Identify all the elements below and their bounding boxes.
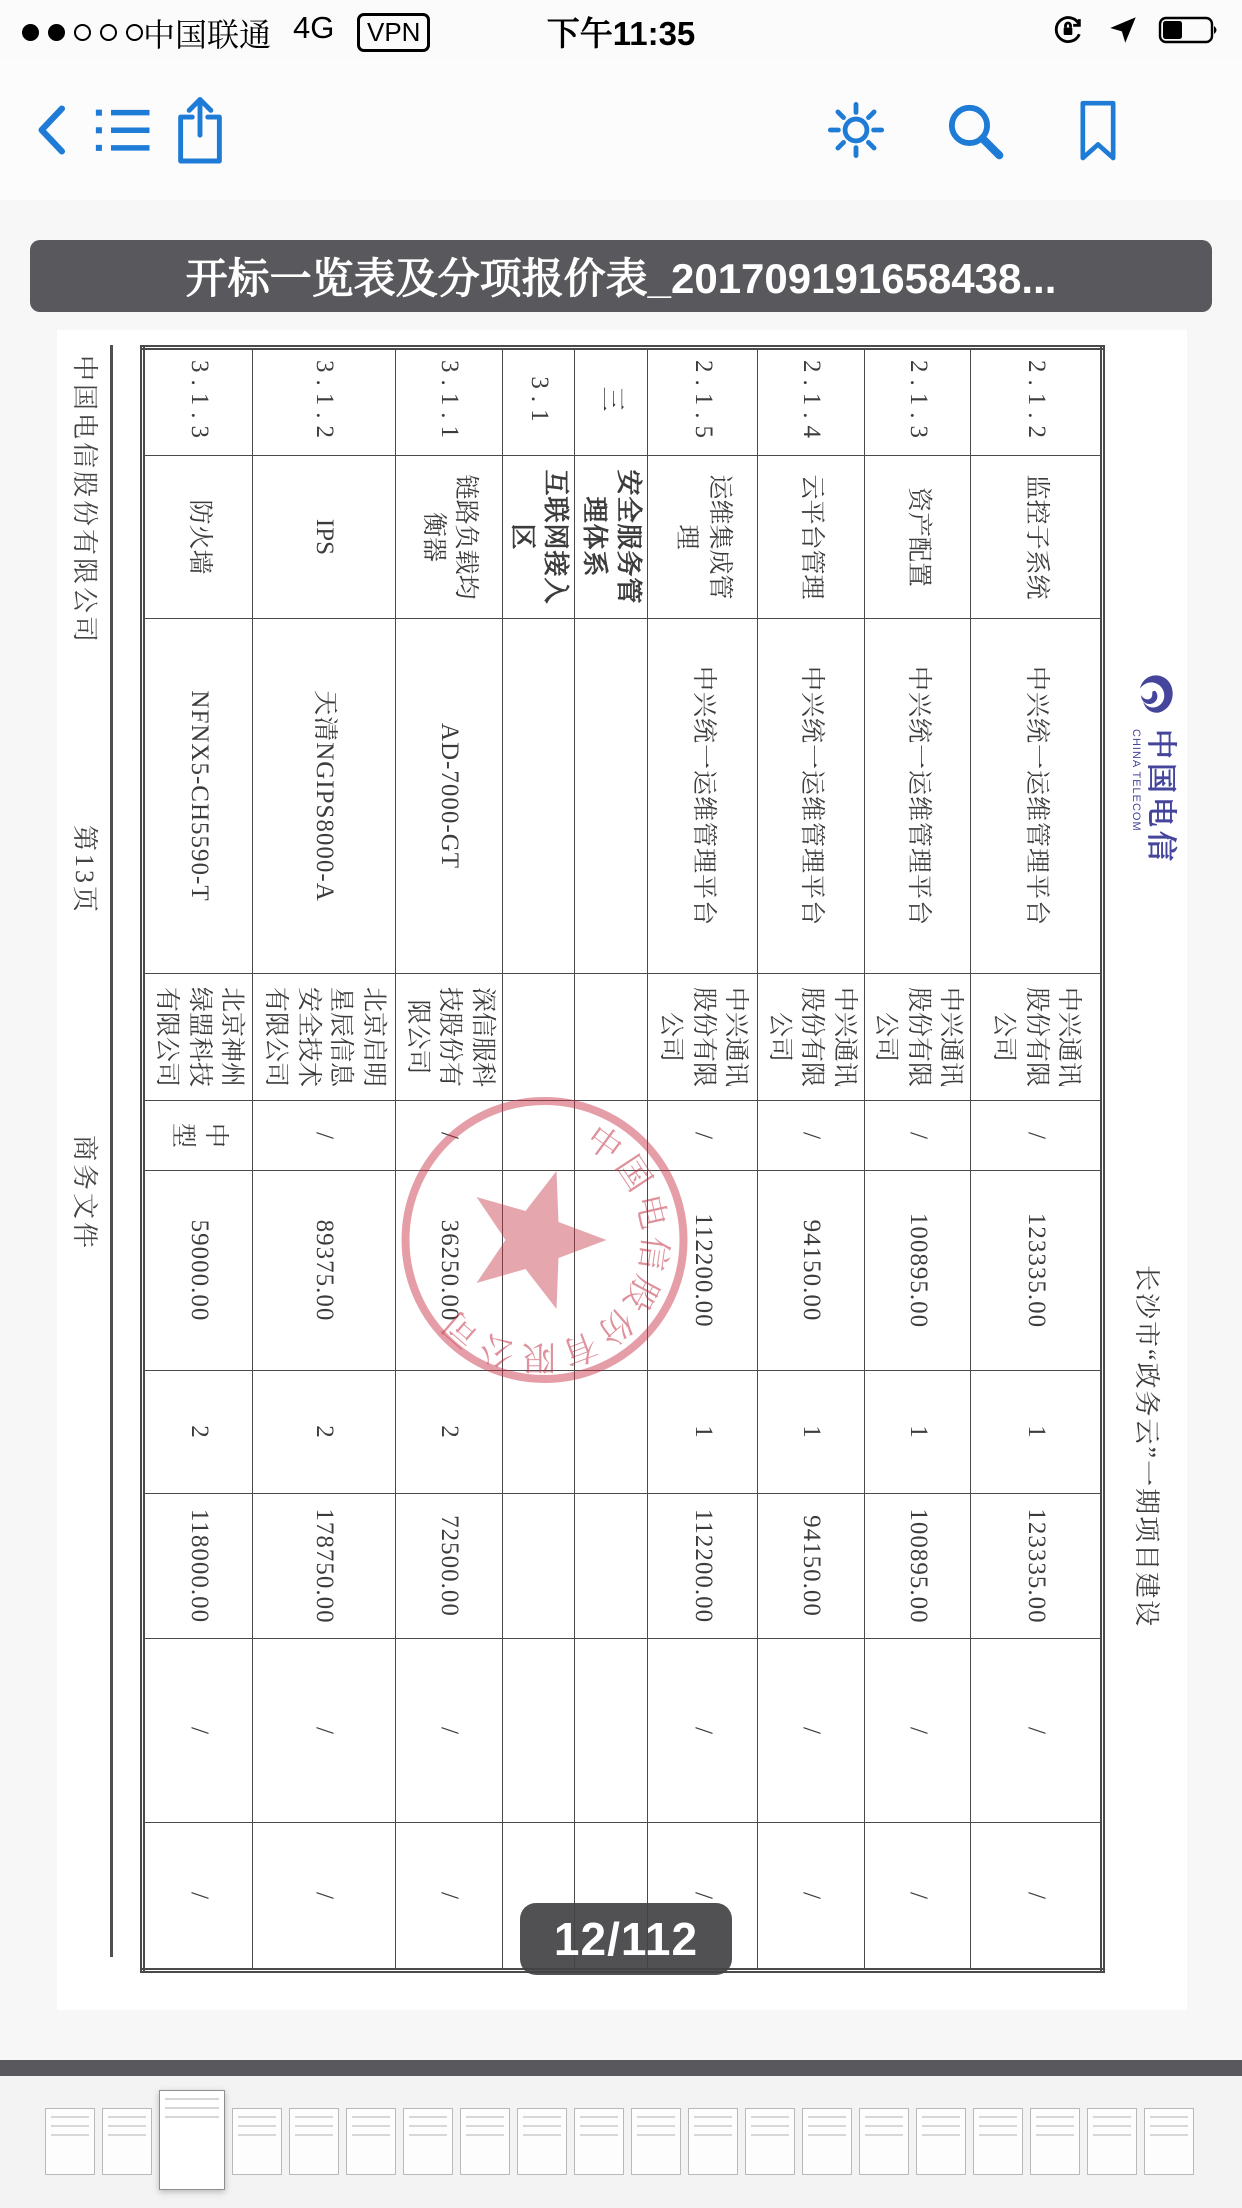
footer-page-number: 第13页 xyxy=(70,825,99,916)
cell-no: 3.1.3 xyxy=(142,348,252,456)
cell-name: 监控子系统 xyxy=(971,456,1103,619)
cell-vendor: 中兴通讯股份有限公司 xyxy=(758,974,865,1101)
cell-model xyxy=(502,619,575,974)
cell-name: 资产配置 xyxy=(865,456,971,619)
cell-qty: 1 xyxy=(758,1371,865,1494)
cell-extra2: / xyxy=(758,1823,865,1971)
cell-model xyxy=(575,619,648,974)
cell-no: 2.1.5 xyxy=(648,348,758,456)
cell-qty: 1 xyxy=(865,1371,971,1494)
thumbnail-pane-separator xyxy=(0,2060,1242,2076)
cell-extra1: / xyxy=(252,1639,395,1823)
table-row xyxy=(865,348,971,1971)
cell-unit-price: 36250.00 xyxy=(395,1171,502,1371)
cell-extra2: / xyxy=(971,1823,1103,1971)
cell-extra1: / xyxy=(758,1639,865,1823)
cell-qty: 2 xyxy=(395,1371,502,1494)
cell-extra1 xyxy=(502,1639,575,1823)
cell-spec: / xyxy=(648,1101,758,1171)
brightness-icon[interactable] xyxy=(820,88,892,172)
svg-text:中国电信股份有限公司: 中国电信股份有限公司 xyxy=(433,1119,674,1375)
carrier-label: 中国联通 xyxy=(143,17,272,53)
cell-no: 3.1 xyxy=(502,348,575,456)
vpn-badge: VPN xyxy=(357,13,430,52)
network-type-label: 4G xyxy=(293,10,335,45)
cell-model: 中兴统一运维管理平台 xyxy=(758,619,865,974)
cell-total: 178750.00 xyxy=(252,1494,395,1639)
cell-unit-price: 100895.00 xyxy=(865,1171,971,1371)
page-thumbnail[interactable] xyxy=(916,2108,966,2175)
page-thumbnail[interactable] xyxy=(346,2108,396,2175)
china-telecom-swirl-icon xyxy=(1127,667,1179,719)
cell-model: 天清NGIPS8000-A xyxy=(252,619,395,974)
cell-no: 2.1.2 xyxy=(971,348,1103,456)
cell-no: 三 xyxy=(575,348,648,456)
pdf-viewport[interactable] xyxy=(0,200,1242,2060)
page-thumbnail[interactable] xyxy=(1087,2108,1137,2175)
cell-extra1: / xyxy=(395,1639,502,1823)
cell-name: IPS xyxy=(252,456,395,619)
clock-label: 下午11:35 xyxy=(546,15,696,52)
cell-name: 运维集成管理 xyxy=(648,456,758,619)
page-thumbnail[interactable] xyxy=(102,2108,152,2175)
cell-extra2: / xyxy=(865,1823,971,1971)
cell-name: 互联网接入区 xyxy=(502,456,575,619)
cell-total: 118000.00 xyxy=(142,1494,252,1639)
page-thumbnail[interactable] xyxy=(688,2108,738,2175)
cell-spec: / xyxy=(971,1101,1103,1171)
cell-total: 112200.00 xyxy=(648,1494,758,1639)
cell-model: AD-7000-GT xyxy=(395,619,502,974)
cell-extra2: / xyxy=(648,1823,758,1971)
search-icon[interactable] xyxy=(938,88,1010,172)
logo-cn-text: 中国电信 xyxy=(1144,729,1178,865)
footer-company: 中国电信股份有限公司 xyxy=(70,355,99,646)
cell-name: 防火墙 xyxy=(142,456,252,619)
outline-list-button[interactable] xyxy=(86,88,158,172)
pdf-page[interactable] xyxy=(57,330,1187,2010)
table-row xyxy=(142,348,252,1971)
cell-extra2: / xyxy=(252,1823,395,1971)
cell-vendor: 北京启明星辰信息安全技术有限公司 xyxy=(252,974,395,1101)
bookmark-icon[interactable] xyxy=(1062,88,1134,172)
location-arrow-icon xyxy=(1106,13,1140,52)
page-thumbnail[interactable] xyxy=(574,2108,624,2175)
rotation-lock-icon xyxy=(1048,10,1088,55)
cell-spec: / xyxy=(395,1101,502,1171)
cell-name: 云平台管理 xyxy=(758,456,865,619)
cell-vendor: 中兴通讯股份有限公司 xyxy=(971,974,1103,1101)
page-thumbnail[interactable] xyxy=(631,2108,681,2175)
rotated-page-content xyxy=(57,330,1187,2010)
back-button[interactable] xyxy=(18,88,90,172)
page-thumbnail[interactable] xyxy=(460,2108,510,2175)
cell-unit-price: 123335.00 xyxy=(971,1171,1103,1371)
footer-doc-type: 商务文件 xyxy=(70,1135,99,1252)
cell-vendor: 中兴通讯股份有限公司 xyxy=(648,974,758,1101)
page-thumbnail-strip[interactable] xyxy=(0,2076,1242,2208)
cell-no: 3.1.1 xyxy=(395,348,502,456)
cell-qty: 2 xyxy=(142,1371,252,1494)
cell-model: NFNX5-CH5590-T xyxy=(142,619,252,974)
cell-extra1: / xyxy=(971,1639,1103,1823)
cell-unit-price: 112200.00 xyxy=(648,1171,758,1371)
cell-total: 100895.00 xyxy=(865,1494,971,1639)
cell-total: 72500.00 xyxy=(395,1494,502,1639)
cell-spec: / xyxy=(865,1101,971,1171)
cell-extra1 xyxy=(575,1639,648,1823)
share-icon[interactable] xyxy=(164,88,236,172)
cell-model: 中兴统一运维管理平台 xyxy=(971,619,1103,974)
page-thumbnail[interactable] xyxy=(403,2108,453,2175)
cell-vendor: 北京神州绿盟科技有限公司 xyxy=(142,974,252,1101)
cell-spec: / xyxy=(252,1101,395,1171)
cell-unit-price: 59000.00 xyxy=(142,1171,252,1371)
page-thumbnail[interactable] xyxy=(1144,2108,1194,2175)
cell-total xyxy=(575,1494,648,1639)
cell-vendor: 中兴通讯股份有限公司 xyxy=(865,974,971,1101)
cell-extra1: / xyxy=(142,1639,252,1823)
cell-no: 2.1.3 xyxy=(865,348,971,456)
cell-vendor xyxy=(502,974,575,1101)
page-thumbnail[interactable] xyxy=(859,2108,909,2175)
project-header-text: 长沙市“政务云”一期项目建设 xyxy=(1132,1265,1161,1629)
cell-total xyxy=(502,1494,575,1639)
cell-extra1: / xyxy=(648,1639,758,1823)
cell-vendor xyxy=(575,974,648,1101)
page-thumbnail[interactable] xyxy=(973,2108,1023,2175)
cell-no: 2.1.4 xyxy=(758,348,865,456)
document-title: 开标一览表及分项报价表_201709191658438... xyxy=(30,240,1212,312)
page-indicator-badge: 12/112 xyxy=(520,1903,732,1975)
table-row xyxy=(971,348,1103,1971)
page-thumbnail[interactable] xyxy=(517,2108,567,2175)
status-bar xyxy=(0,0,1242,60)
cell-unit-price: 89375.00 xyxy=(252,1171,395,1371)
cell-no: 3.1.2 xyxy=(252,348,395,456)
page-thumbnail[interactable] xyxy=(1030,2108,1080,2175)
cell-qty: 1 xyxy=(971,1371,1103,1494)
cell-spec: / xyxy=(758,1101,865,1171)
page-thumbnail[interactable] xyxy=(45,2108,95,2175)
cell-model: 中兴统一运维管理平台 xyxy=(865,619,971,974)
battery-icon xyxy=(1158,13,1222,52)
company-seal-stamp xyxy=(392,1090,697,1390)
cell-extra1: / xyxy=(865,1639,971,1823)
cell-model: 中兴统一运维管理平台 xyxy=(648,619,758,974)
cell-name: 链路负载均衡器 xyxy=(395,456,502,619)
table-row xyxy=(252,348,395,1971)
page-thumbnail[interactable] xyxy=(232,2108,282,2175)
cell-extra2: / xyxy=(142,1823,252,1971)
cell-qty: 2 xyxy=(252,1371,395,1494)
cell-vendor: 深信服科技股份有限公司 xyxy=(395,974,502,1101)
page-frame-line xyxy=(110,345,113,1957)
page-thumbnail[interactable] xyxy=(745,2108,795,2175)
cell-spec: 中型 xyxy=(142,1101,252,1171)
cell-total: 123335.00 xyxy=(971,1494,1103,1639)
table-row xyxy=(758,348,865,1971)
page-thumbnail[interactable] xyxy=(802,2108,852,2175)
seal-star xyxy=(477,1171,607,1309)
viewer-toolbar xyxy=(0,60,1242,200)
cell-total: 94150.00 xyxy=(758,1494,865,1639)
logo-en-text: CHINA TELECOM xyxy=(1130,729,1143,832)
cell-extra2: / xyxy=(395,1823,502,1971)
china-telecom-logo xyxy=(1127,667,1179,865)
cell-unit-price: 94150.00 xyxy=(758,1171,865,1371)
page-thumbnail[interactable] xyxy=(289,2108,339,2175)
page-thumbnail[interactable] xyxy=(159,2090,225,2190)
cell-qty: 1 xyxy=(648,1371,758,1494)
cell-name: 安全服务管理体系 xyxy=(575,456,648,619)
